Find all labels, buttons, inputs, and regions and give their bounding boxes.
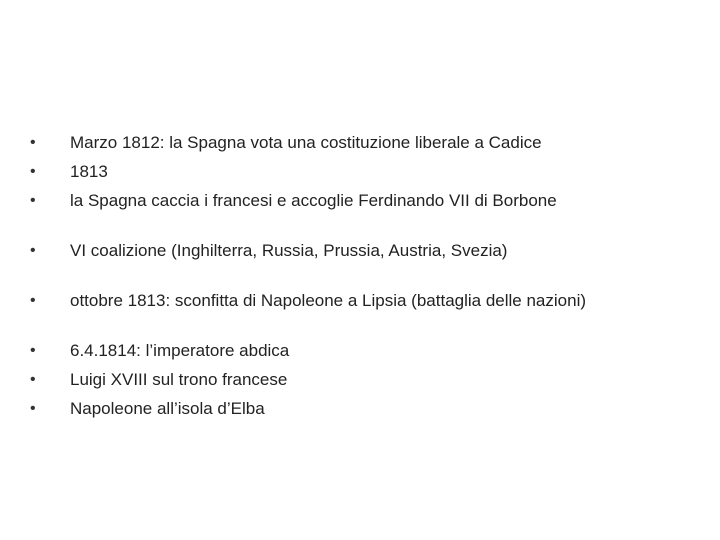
bullet-text: ottobre 1813: sconfitta di Napoleone a Lipsia (battaglia delle nazioni) — [70, 291, 587, 310]
bullet-text: Napoleone all’isola d’Elba — [70, 399, 265, 418]
bullet-item — [30, 128, 700, 157]
bullet-icon: • — [30, 400, 36, 417]
bullet-icon: • — [30, 342, 36, 359]
slide-content — [30, 128, 700, 423]
bullet-group-1 — [30, 128, 700, 215]
bullet-item — [30, 336, 700, 365]
bullet-item — [30, 186, 700, 215]
bullet-icon: • — [30, 292, 36, 309]
bullet-text: 1813 — [70, 162, 108, 181]
bullet-item — [30, 365, 700, 394]
bullet-text: VI coalizione (Inghilterra, Russia, Prussia, Austria, Svezia) — [70, 241, 508, 260]
bullet-icon: • — [30, 163, 36, 180]
bullet-item — [30, 236, 700, 265]
bullet-item — [30, 394, 700, 423]
bullet-item — [30, 286, 700, 315]
bullet-group-4 — [30, 336, 700, 423]
bullet-icon: • — [30, 371, 36, 388]
bullet-icon: • — [30, 242, 36, 259]
bullet-text: 6.4.1814: l’imperatore abdica — [70, 341, 290, 360]
bullet-text: Marzo 1812: la Spagna vota una costituzione liberale a Cadice — [70, 133, 542, 152]
bullet-text: la Spagna caccia i francesi e accoglie Ferdinando VII di Borbone — [70, 191, 557, 210]
bullet-group-2 — [30, 236, 700, 265]
bullet-icon: • — [30, 192, 36, 209]
bullet-item — [30, 157, 700, 186]
bullet-text: Luigi XVIII sul trono francese — [70, 370, 288, 389]
bullet-icon: • — [30, 134, 36, 151]
bullet-group-3 — [30, 286, 700, 315]
